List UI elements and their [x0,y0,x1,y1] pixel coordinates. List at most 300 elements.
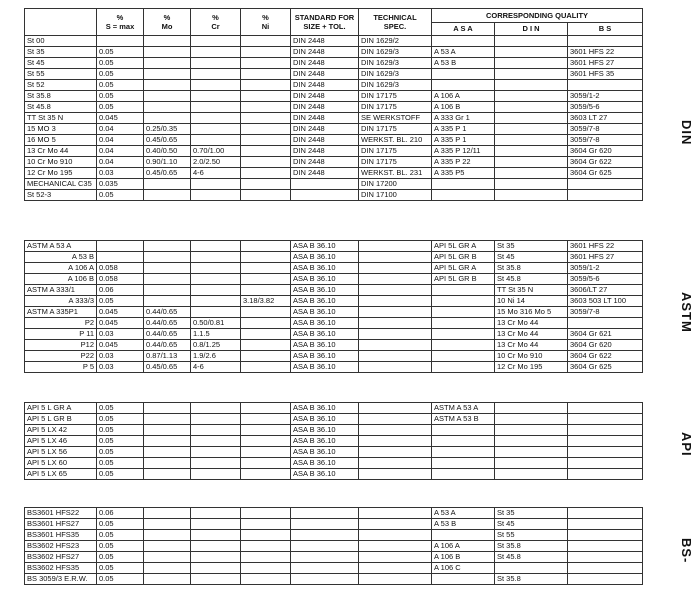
cell-standard: ASA B 36.10 [291,362,359,373]
cell-standard [291,563,359,574]
cell-bs [568,179,643,190]
cell-standard [291,552,359,563]
cell-technical [359,436,432,447]
din-table [24,8,643,201]
table-row [25,263,643,274]
cell-din [495,190,568,201]
cell-cr [191,296,241,307]
cell-din: 10 Cr Mo 910 [495,351,568,362]
cell-s-max: 0.04 [97,124,144,135]
cell-cr [191,190,241,201]
cell-din [495,80,568,91]
cell-din [495,124,568,135]
cell-mo [144,241,191,252]
cell-grade: P12 [25,340,97,351]
cell-din [495,414,568,425]
cell-asa: ASTM A 53 A [432,403,495,414]
cell-asa: API 5L GR A [432,241,495,252]
cell-grade: 16 MO 5 [25,135,97,146]
cell-technical: DIN 1629/2 [359,36,432,47]
cell-ni [241,519,291,530]
cell-s-max: 0.04 [97,146,144,157]
cell-mo [144,458,191,469]
cell-grade: P 11 [25,329,97,340]
cell-ni: 3.18/3.82 [241,296,291,307]
cell-cr [191,47,241,58]
cell-cr [191,69,241,80]
cell-grade: A 106 B [25,274,97,285]
cell-din [495,447,568,458]
section-label-bs: BS- [679,538,694,564]
table-row [25,252,643,263]
cell-mo: 0.40/0.50 [144,146,191,157]
cell-s-max [97,252,144,263]
cell-mo: 0.45/0.65 [144,135,191,146]
cell-technical [359,425,432,436]
cell-din: St 45 [495,519,568,530]
cell-bs [568,541,643,552]
cell-asa [432,425,495,436]
table-row [25,519,643,530]
cell-s-max [97,36,144,47]
cell-ni [241,307,291,318]
cell-standard: DIN 2448 [291,36,359,47]
table-row [25,179,643,190]
cell-cr [191,252,241,263]
table-row [25,563,643,574]
cell-grade: API 5 LX 60 [25,458,97,469]
cell-grade: 10 Cr Mo 910 [25,157,97,168]
cell-mo [144,574,191,585]
cell-mo [144,552,191,563]
cell-grade: A 333/3 [25,296,97,307]
cell-cr [191,508,241,519]
table-row [25,425,643,436]
table-row [25,574,643,585]
table-row [25,307,643,318]
cell-cr [191,563,241,574]
table-row [25,414,643,425]
table-row [25,552,643,563]
cell-mo [144,274,191,285]
table-row [25,329,643,340]
cell-standard: DIN 2448 [291,135,359,146]
cell-cr [191,58,241,69]
cell-bs [568,318,643,329]
cell-asa [432,190,495,201]
cell-mo [144,296,191,307]
cell-s-max: 0.05 [97,80,144,91]
cell-mo [144,530,191,541]
cell-standard [291,574,359,585]
cell-standard: ASA B 36.10 [291,285,359,296]
header-standard: STANDARD FOR SIZE + TOL. [291,9,359,36]
cell-asa: A 335 P 12/11 [432,146,495,157]
cell-cr [191,469,241,480]
cell-grade: BS3601 HFS22 [25,508,97,519]
cell-standard [291,530,359,541]
cell-mo [144,285,191,296]
cell-grade: API 5 L GR A [25,403,97,414]
cell-bs: 3601 HFS 35 [568,69,643,80]
cell-bs [568,447,643,458]
cell-din [495,47,568,58]
cell-bs: 3604 Gr 625 [568,362,643,373]
cell-din: 10 Ni 14 [495,296,568,307]
cell-technical [359,458,432,469]
cell-grade: St 55 [25,69,97,80]
cell-ni [241,263,291,274]
table-row [25,508,643,519]
table-row [25,91,643,102]
cell-standard: DIN 2448 [291,47,359,58]
cell-mo [144,58,191,69]
cell-s-max: 0.05 [97,102,144,113]
cell-s-max: 0.05 [97,574,144,585]
cell-mo [144,102,191,113]
cell-bs [568,574,643,585]
cell-bs [568,414,643,425]
cell-din [495,102,568,113]
cell-ni [241,318,291,329]
cell-standard: DIN 2448 [291,124,359,135]
cell-asa [432,362,495,373]
cell-grade: API 5 LX 46 [25,436,97,447]
cell-cr: 0.70/1.00 [191,146,241,157]
cell-ni [241,508,291,519]
cell-ni [241,91,291,102]
cell-s-max: 0.03 [97,362,144,373]
cell-standard: ASA B 36.10 [291,458,359,469]
header-mo: % Mo [144,9,191,36]
cell-bs [568,519,643,530]
cell-mo [144,263,191,274]
cell-mo [144,80,191,91]
cell-technical [359,362,432,373]
cell-asa [432,530,495,541]
cell-mo: 0.44/0.65 [144,307,191,318]
cell-standard: DIN 2448 [291,91,359,102]
cell-standard: DIN 2448 [291,146,359,157]
cell-asa [432,447,495,458]
cell-grade: St 35.8 [25,91,97,102]
cell-asa [432,436,495,447]
table-row [25,362,643,373]
cell-s-max: 0.05 [97,69,144,80]
cell-technical [359,285,432,296]
cell-din: TT St 35 N [495,285,568,296]
cell-mo [144,541,191,552]
cell-mo [144,252,191,263]
cell-cr [191,541,241,552]
cell-mo [144,436,191,447]
cell-mo [144,414,191,425]
cell-technical [359,263,432,274]
table-row [25,403,643,414]
cell-technical [359,329,432,340]
cell-grade: TT St 35 N [25,113,97,124]
table-row [25,80,643,91]
cell-standard: ASA B 36.10 [291,403,359,414]
cell-s-max: 0.058 [97,263,144,274]
cell-grade: A 106 A [25,263,97,274]
cell-standard: ASA B 36.10 [291,296,359,307]
cell-grade: BS3601 HFS35 [25,530,97,541]
cell-asa [432,329,495,340]
table-row [25,318,643,329]
cell-cr [191,425,241,436]
cell-asa: A 106 A [432,91,495,102]
cell-cr [191,403,241,414]
table-row [25,135,643,146]
cell-technical: DIN 17175 [359,157,432,168]
cell-asa [432,469,495,480]
cell-bs [568,552,643,563]
cell-standard: ASA B 36.10 [291,274,359,285]
cell-technical [359,552,432,563]
cell-standard: DIN 2448 [291,113,359,124]
cell-bs [568,425,643,436]
cell-asa: A 106 C [432,563,495,574]
cell-ni [241,458,291,469]
cell-technical [359,252,432,263]
cell-bs [568,190,643,201]
cell-asa [432,179,495,190]
cell-s-max: 0.05 [97,58,144,69]
table-row [25,58,643,69]
cell-technical [359,530,432,541]
cell-technical [359,469,432,480]
cell-standard [291,519,359,530]
cell-grade: ASTM A 335P1 [25,307,97,318]
cell-s-max: 0.05 [97,296,144,307]
cell-din: St 35.8 [495,574,568,585]
cell-din [495,168,568,179]
table-row [25,69,643,80]
cell-technical: DIN 17175 [359,91,432,102]
cell-bs: 3603 503 LT 100 [568,296,643,307]
table-row [25,146,643,157]
cell-mo [144,190,191,201]
cell-grade: API 5 LX 65 [25,469,97,480]
cell-bs: 3604 Gr 625 [568,168,643,179]
cell-bs [568,80,643,91]
cell-cr [191,436,241,447]
cell-mo [144,425,191,436]
cell-grade: BS 3059/3 E.R.W. [25,574,97,585]
cell-technical [359,351,432,362]
cell-cr [191,179,241,190]
table-row [25,241,643,252]
cell-bs: 3604 Gr 620 [568,340,643,351]
header-row [25,9,643,23]
cell-technical: DIN 17200 [359,179,432,190]
cell-asa: A 53 A [432,47,495,58]
cell-ni [241,574,291,585]
cell-technical [359,318,432,329]
cell-cr: 4-6 [191,168,241,179]
cell-bs: 3059/7-8 [568,135,643,146]
cell-s-max: 0.05 [97,563,144,574]
cell-cr [191,102,241,113]
cell-din: St 45.8 [495,274,568,285]
cell-bs: 3059/1-2 [568,91,643,102]
cell-mo: 0.44/0.65 [144,318,191,329]
cell-ni [241,285,291,296]
cell-s-max: 0.05 [97,91,144,102]
cell-mo: 0.44/0.65 [144,329,191,340]
cell-standard: ASA B 36.10 [291,318,359,329]
cell-standard: ASA B 36.10 [291,447,359,458]
cell-s-max: 0.05 [97,530,144,541]
cell-grade: 12 Cr Mo 195 [25,168,97,179]
cell-din [495,403,568,414]
cell-ni [241,340,291,351]
cell-mo: 0.87/1.13 [144,351,191,362]
table-row [25,530,643,541]
cell-mo [144,469,191,480]
cell-ni [241,351,291,362]
cell-grade: P22 [25,351,97,362]
cell-technical [359,447,432,458]
table-row [25,157,643,168]
cell-cr [191,36,241,47]
cell-asa [432,69,495,80]
cell-s-max: 0.03 [97,351,144,362]
cell-s-max: 0.05 [97,519,144,530]
cell-din: St 45.8 [495,552,568,563]
cell-ni [241,157,291,168]
cell-grade: ASTM A 53 A [25,241,97,252]
cell-technical [359,508,432,519]
cell-asa [432,296,495,307]
cell-din: St 45 [495,252,568,263]
cell-ni [241,135,291,146]
table-row [25,47,643,58]
cell-bs: 3601 HFS 22 [568,47,643,58]
table-row [25,351,643,362]
cell-ni [241,362,291,373]
cell-technical: WERKST. BL. 231 [359,168,432,179]
cell-technical: DIN 1629/3 [359,47,432,58]
cell-bs: 3059/5-6 [568,102,643,113]
cell-s-max: 0.05 [97,541,144,552]
cell-cr [191,530,241,541]
cell-asa [432,458,495,469]
cell-technical: DIN 17100 [359,190,432,201]
cell-bs: 3601 HFS 27 [568,252,643,263]
astm-table [24,240,643,373]
cell-din [495,91,568,102]
cell-standard [291,179,359,190]
table-row [25,102,643,113]
cell-s-max: 0.045 [97,340,144,351]
cell-mo: 0.45/0.65 [144,362,191,373]
cell-s-max: 0.035 [97,179,144,190]
cell-asa [432,36,495,47]
cell-din [495,146,568,157]
cell-din: 13 Cr Mo 44 [495,340,568,351]
cell-technical [359,241,432,252]
cell-mo [144,47,191,58]
cell-ni [241,146,291,157]
cell-asa: A 333 Gr 1 [432,113,495,124]
cell-s-max: 0.05 [97,436,144,447]
cell-din [495,69,568,80]
cell-bs: 3604 Gr 621 [568,329,643,340]
cell-ni [241,190,291,201]
cell-bs: 3059/1-2 [568,263,643,274]
cell-technical [359,541,432,552]
cell-ni [241,168,291,179]
cell-din: St 35 [495,241,568,252]
table-row [25,469,643,480]
cell-bs: 3059/5-6 [568,274,643,285]
cell-s-max: 0.03 [97,168,144,179]
cell-ni [241,58,291,69]
cell-cr: 2.0/2.50 [191,157,241,168]
cell-s-max: 0.05 [97,190,144,201]
cell-standard [291,541,359,552]
cell-bs [568,458,643,469]
cell-din: St 35 [495,508,568,519]
table-row [25,541,643,552]
cell-ni [241,447,291,458]
cell-s-max: 0.05 [97,469,144,480]
cell-standard [291,508,359,519]
cell-technical: DIN 1629/3 [359,69,432,80]
cell-mo [144,563,191,574]
header-asa: A S A [432,22,495,36]
cell-standard: DIN 2448 [291,157,359,168]
cell-bs: 3059/7-8 [568,307,643,318]
cell-standard: ASA B 36.10 [291,252,359,263]
cell-grade: St 52 [25,80,97,91]
cell-technical [359,296,432,307]
cell-bs [568,563,643,574]
table-row [25,340,643,351]
cell-asa: A 53 B [432,519,495,530]
cell-mo [144,69,191,80]
cell-bs: 3603 LT 27 [568,113,643,124]
cell-din [495,179,568,190]
cell-technical [359,414,432,425]
cell-ni [241,425,291,436]
cell-standard: DIN 2448 [291,168,359,179]
cell-din: 12 Cr Mo 195 [495,362,568,373]
section-label-api: API [679,432,694,457]
cell-grade: St 45.8 [25,102,97,113]
cell-s-max: 0.045 [97,318,144,329]
cell-ni [241,552,291,563]
cell-ni [241,124,291,135]
cell-standard: DIN 2448 [291,69,359,80]
cell-s-max: 0.04 [97,135,144,146]
cell-technical [359,340,432,351]
table-row [25,274,643,285]
api-table [24,402,643,480]
cell-mo [144,508,191,519]
cell-din [495,425,568,436]
cell-cr [191,414,241,425]
cell-s-max: 0.05 [97,552,144,563]
header-din: D I N [495,22,568,36]
cell-din: 15 Mo 316 Mo 5 [495,307,568,318]
cell-mo [144,519,191,530]
header-bs: B S [568,22,643,36]
cell-technical [359,574,432,585]
cell-standard: ASA B 36.10 [291,307,359,318]
